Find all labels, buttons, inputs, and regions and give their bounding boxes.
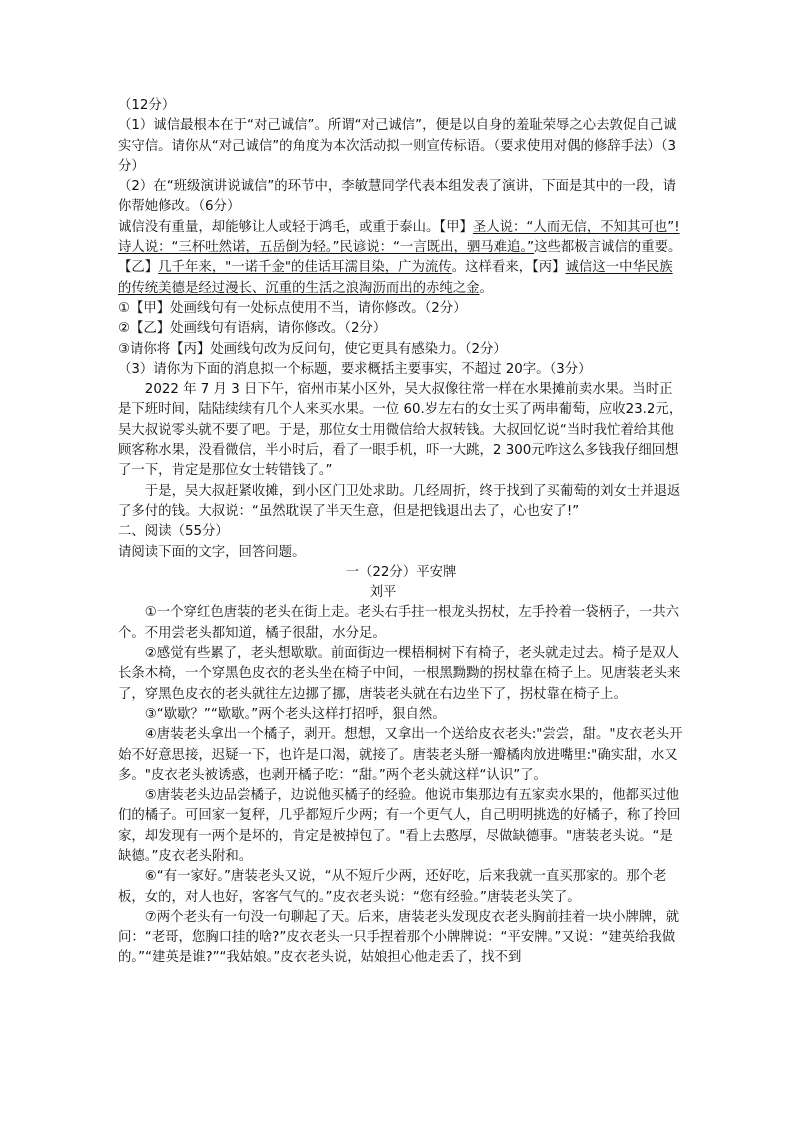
passage-text-b: 这些都极言诚信的重要。 — [534, 240, 682, 256]
article-title: 一（22分）平安牌 — [345, 564, 457, 580]
sub-question-2: ②【乙】处画线句有语病，请你修改。（2分） — [118, 321, 387, 337]
section-score: （12分） — [118, 98, 176, 113]
question-2: （2）在“班级演讲说诚信”的环节中，李敏慧同学代表本组发表了演讲，下面是其中的一段，请你帮她修改。（6分） — [118, 179, 677, 215]
underlined-sentence-bing: 诚信这一中华民族的传统美德是经过漫长、沉重的生活之浪淘沥而出的赤纯之金 — [118, 260, 673, 296]
document-body — [118, 96, 684, 969]
passage-text-d: 。 — [479, 280, 493, 296]
marker-yi: 【乙】 — [118, 260, 159, 276]
news-paragraph-2: 于是，吴大叔赶紧收摊，到小区门卫处求助。几经周折，终于找到了买葡萄的刘女士并退返了多付的钱。大叔说：“虽然耽误了半天生意，但是把钱退出去了，心也安了!” — [118, 483, 681, 519]
article-paragraph: ②感觉有些累了，老头想歇歇。前面街边一棵梧桐树下有椅子，老头就走过去。椅子是双人长条木椅，一个穿黑色皮衣的老头坐在椅子中间，一根黑黝黝的拐杖靠在椅子上。见唐装老头来了，穿黑色皮衣的老头就往左边挪了挪，唐装老头就在右边坐下了，拐杖靠在椅子上。 — [118, 646, 681, 702]
reading-section-heading: 二、阅读（55分） — [118, 524, 229, 540]
sub-question-3: ③请你将【丙】处画线句改为反问句，使它更具有感染力。（2分） — [118, 341, 507, 357]
news-paragraph-1: 2022 年 7 月 3 日下午，宿州市某小区外，吴大叔像往常一样在水果摊前卖水果。当时正是下班时间，陆陆续续有几个人来买水果。一位 60.岁左右的女士买了两串葡萄，应收23.2元，吴大叔说零头就不要了吧。于是，那位女士用微信给大叔转钱。大叔回忆说“当时我忙着给其他顾客称水果，没看微信，半小时后，看了一眼手机，吓一大跳，2 300元咋这么多钱我仔细回想了一下，肯定是那位女士转错钱了。” — [118, 382, 683, 479]
marker-bing: 【丙】 — [532, 260, 566, 276]
question-3: （3）请你为下面的消息拟一个标题，要求概括主要事实，不超过 20字。（3分） — [118, 361, 592, 377]
question-1: （1）诚信最根本在于“对己诚信”。所谓“对己诚信”，便是以自身的羞耻荣辱之心去敦促自己诚实守信。请你从“对己诚信”的角度为本次活动拟一则宣传标语。（要求使用对偶的修辞手法）（3分） — [118, 118, 677, 174]
article-paragraph: ⑦两个老头有一句没一句聊起了天。后来，唐装老头发现皮衣老头胸前挂着一块小牌牌，就问：“老哥，您胸口挂的啥?”皮衣老头一只手捏着那个小牌牌说：“平安牌。”又说：“建英给我做的。”“建英是谁?”“我姑娘。”皮衣老头说，姑娘担心他走丢了，找不到 — [118, 909, 680, 966]
article-paragraph: ④唐装老头拿出一个橘子，剥开。想想，又拿出一个送给皮衣老头:"尝尝，甜。"皮衣老头开始不好意思接，迟疑一下，也许是口渴，就接了。唐装老头掰一瓣橘肉放进嘴里:"确实甜，水又多。"皮衣老头被诱惑，也剥开橘子吃：“甜。”两个老头就这样“认识”了。 — [118, 727, 683, 783]
underlined-sentence-jia: 圣人说：“人而无信，不知其可也”!诗人说：“三杯吐然诺，五岳倒为轻。”民谚说：“一言既出，驷马难追。” — [118, 219, 680, 256]
passage-text-a: 诚信没有重量，却能够让人或轻于鸿毛，或重于泰山。 — [118, 219, 440, 235]
article-paragraph: ③“歇歇？”“歇歇。”两个老头这样打招呼，狠自然。 — [144, 706, 446, 722]
reading-instruction: 请阅读下面的文字，回答问题。 — [118, 544, 306, 560]
sub-question-1: ①【甲】处画线句有一处标点使用不当，请你修改。（2分） — [118, 300, 467, 316]
speech-passage — [118, 218, 684, 299]
underlined-sentence-yi: 几千年来，"一诺千金"的佳话耳濡目染，广为流传 — [158, 260, 452, 276]
passage-text-c: 。这样看来， — [451, 260, 533, 276]
article-paragraph: ⑤唐装老头边品尝橘子，边说他买橘子的经验。他说市集那边有五家卖水果的，他都买过他们的橘子。可回家一复秤，几乎都短斤少两；有一个更气人，自己明明挑选的好橘子，称了拎回家，却发现有一两个是坏的，肯定是被掉包了。"看上去憨厚，尽做缺德事。"唐装老头说。“是缺德。”皮衣老头附和。 — [118, 788, 681, 864]
marker-jia: 【甲】 — [439, 219, 473, 235]
article-author: 刘平 — [369, 585, 397, 601]
article-paragraph: ⑥“有一家好。”唐装老头又说，“从不短斤少两，还好吃，后来我就一直买那家的。那个老板，女的，对人也好，客客气气的。”皮衣老头说：“您有经验。”唐装老头笑了。 — [118, 869, 667, 905]
article-paragraph: ①一个穿红色唐装的老头在街上走。老头右手拄一根龙头拐杖，左手拎着一袋柄子，一共六个。不用尝老头都知道，橘子很甜，水分足。 — [118, 605, 680, 641]
